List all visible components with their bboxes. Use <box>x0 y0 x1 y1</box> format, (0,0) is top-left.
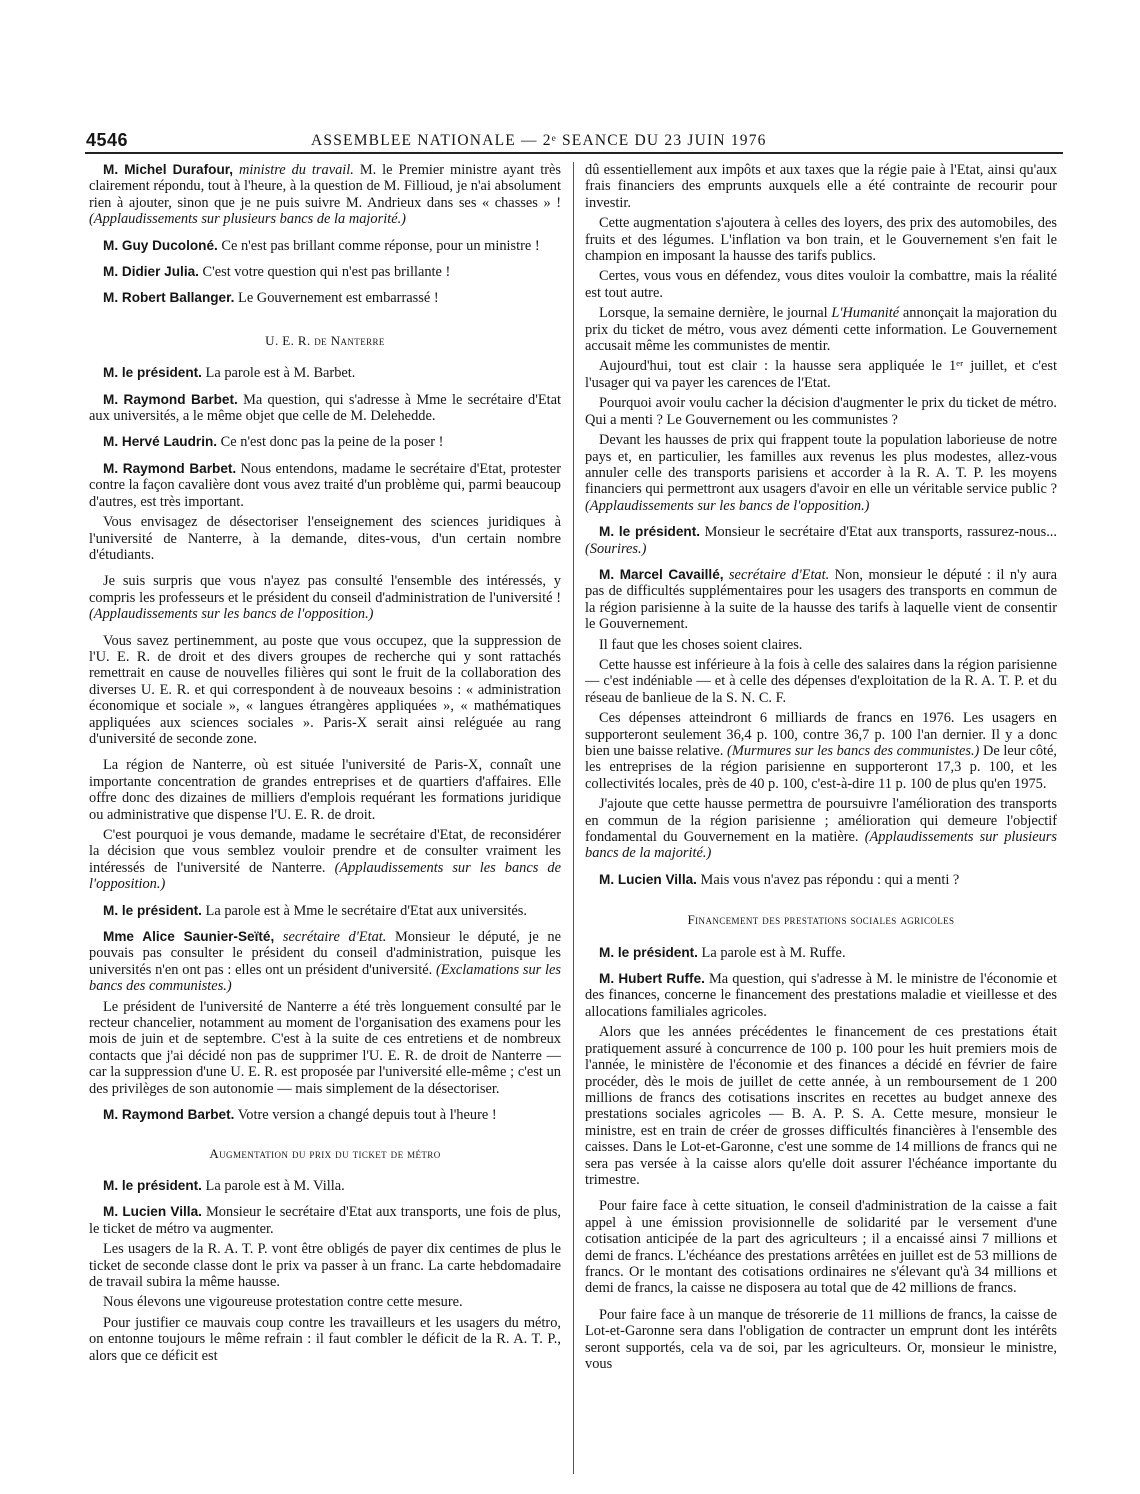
paragraph: Aujourd'hui, tout est clair : la hausse sera appliquée le 1ᵉʳ juillet, et c'est l'usager qui va payer les carences de l'Etat. <box>585 358 1057 391</box>
paragraph: M. le président. La parole est à M. Ruffe. <box>599 944 846 961</box>
paragraph: Il faut que les choses soient claires. <box>599 636 803 653</box>
journal-title: L'Humanité <box>831 305 900 322</box>
paragraph: M. Michel Durafour, ministre du travail. M. le Premier ministre ayant très clairement répondu, tout à l'heure, à la question de M. Fillioud, je n'ai absolument rien à ajouter, sinon que je ne puis suivre M. Andrieux dans ses « chasses » ! (Applaudissements sur plusieurs bancs de la majorité.) <box>89 162 561 228</box>
paragraph: dû essentiellement aux impôts et aux taxes que la régie paie à l'Etat, ainsi qu'aux frais financiers des emprunts auxquels elle a été contrainte de recourir pour investir. <box>585 162 1057 211</box>
paragraph: Pourquoi avoir voulu cacher la décision d'augmenter le prix du ticket de métro. Qui a menti ? Le Gouvernement ou les communistes ? <box>585 395 1057 428</box>
speaker: M. Hervé Laudrin. <box>103 434 218 450</box>
paragraph: M. le président. Monsieur le secrétaire d'Etat aux transports, rassurez-nous... (Sourires.) <box>585 524 1057 557</box>
paragraph: M. Hubert Ruffe. Ma question, qui s'adresse à M. le ministre de l'économie et des finances, concerne le financement des prestations maladie et vieillesse et des allocations familiales agricoles. <box>585 971 1057 1020</box>
speaker-role: secrétaire d'Etat. <box>282 929 387 946</box>
paragraph: M. le président. La parole est à M. Barbet. <box>103 365 356 382</box>
speaker: M. le président. <box>103 1177 202 1193</box>
paragraph: Certes, vous vous en défendez, vous dites vouloir la combattre, mais la réalité est tout autre. <box>585 268 1057 301</box>
paragraph: Cette augmentation s'ajoutera à celles des loyers, des prix des automobiles, des fruits et des légumes. L'inflation va bon train, et le Gouvernement s'en fait le champion en imposant la hausse des tarifs publics. <box>585 215 1057 265</box>
paragraph: M. Guy Ducoloné. Ce n'est pas brillant comme réponse, pour un ministre ! <box>103 237 540 254</box>
paragraph: Alors que les années précédentes le financement de ces prestations était pratiquement assuré à concurrence de 100 p. 100 pour les huit premiers mois de l'année, le ministère de l'économie et des finances a décidé en février de faire procéder, dès le mois de juillet de cette année, à un remboursement de 1 200 millions de francs des cotisations inscrites en recettes au budget annexe des prestations sociales agricoles — B. A. P. S. A. Cette mesure, monsieur le ministre, est en train de créer de grosses difficultés financières à l'ensemble des caisses. Dans le Lot-et-Garonne, c'est une somme de 14 millions de francs qui ne sera pas versée à la caisse alors qu'elle doit assurer l'échéance importante du trimestre. <box>585 1024 1057 1188</box>
speaker: M. le président. <box>103 365 202 381</box>
paragraph: Devant les hausses de prix qui frappent toute la population laborieuse de notre pays et, en particulier, les familles aux revenus les plus modestes, allez-vous annuler celle des transports parisiens et accorder à la R. A. T. P. les moyens financiers qui permettront aux usagers d'avoir en elle un véritable service public ? (Applaudissements sur les bancs de l'opposition.) <box>585 432 1057 514</box>
speaker: M. Hubert Ruffe. <box>599 971 705 987</box>
speaker: M. Robert Ballanger. <box>103 290 235 306</box>
speaker: M. Raymond Barbet. <box>103 460 237 476</box>
page-number: 4546 <box>86 130 129 150</box>
speaker: Mme Alice Saunier-Seïté, <box>103 929 275 945</box>
paragraph: M. Lucien Villa. Monsieur le secrétaire d'Etat aux transports, une fois de plus, le ticket de métro va augmenter. <box>89 1204 561 1237</box>
paragraph: M. Marcel Cavaillé, secrétaire d'Etat. Non, monsieur le député : il n'y aura pas de difficultés supplémentaires pour les usagers des transports en commun de la région parisienne à la suite de la hausse des tarifs à laquelle vient de consentir le Gouvernement. <box>585 566 1057 633</box>
paragraph: Les usagers de la R. A. T. P. vont être obligés de payer dix centimes de plus le ticket de seconde classe dont le prix va passer à un franc. La carte hebdomadaire de travail subira la même hausse. <box>89 1241 561 1290</box>
column-divider <box>573 162 574 1474</box>
paragraph: M. Robert Ballanger. Le Gouvernement est embarrassé ! <box>103 290 439 307</box>
paragraph: M. Raymond Barbet. Ma question, qui s'adresse à Mme le secrétaire d'Etat aux universités, a le même objet que celle de M. Delehedde. <box>89 391 561 425</box>
section-heading: Augmentation du prix du ticket de métro <box>209 1145 441 1161</box>
page <box>85 128 1063 1478</box>
speaker: M. Michel Durafour, <box>103 162 234 177</box>
paragraph: Nous élevons une vigoureuse protestation contre cette mesure. <box>103 1294 463 1311</box>
speaker: M. le président. <box>103 902 202 918</box>
stage-note: (Applaudissements sur les bancs de l'opposition.) <box>89 859 561 893</box>
paragraph: M. Lucien Villa. Mais vous n'avez pas répondu : qui a menti ? <box>599 871 960 888</box>
section-heading: Financement des prestations sociales agricoles <box>687 912 955 928</box>
speaker: M. Marcel Cavaillé, <box>599 566 724 582</box>
speaker: M. Raymond Barbet. <box>103 391 238 407</box>
paragraph: Je suis surpris que vous n'ayez pas consulté l'ensemble des intéressés, y compris les professeurs et le président du conseil d'administration de l'université ! (Applaudissements sur les bancs de l'opposition.) <box>89 573 561 623</box>
paragraph: Pour faire face à cette situation, le conseil d'administration de la caisse a fait appel à une émission provisionnelle de solidarité par le versement d'une cotisation anticipée de la part des agriculteurs ; il a encaissé ainsi 7 millions et demi de francs. L'échéance des prestations arrêtées en juillet est de 53 millions de francs. Or le montant des cotisations ordinaires ne s'élevant qu'à 34 millions et demi de francs, la caisse ne disposera au total que de 42 millions de francs. <box>585 1198 1057 1297</box>
page-header <box>85 128 1063 154</box>
stage-note: (Applaudissements sur les bancs de l'opposition.) <box>585 497 870 514</box>
stage-note: (Applaudissements sur les bancs de l'opposition.) <box>89 606 374 623</box>
paragraph: M. Raymond Barbet. Votre version a changé depuis tout à l'heure ! <box>103 1107 497 1124</box>
speaker: M. le président. <box>599 944 698 960</box>
paragraph: Vous envisagez de désectoriser l'enseignement des sciences juridiques à l'université de Nanterre, à la demande, dites-vous, d'un certain nombre d'étudiants. <box>89 514 561 563</box>
paragraph: Ces dépenses atteindront 6 milliards de francs en 1976. Les usagers en supporteront seulement 36,4 p. 100, contre 36,7 p. 100 l'an dernier. Il y a donc bien une baisse relative. (Murmures sur les bancs des communistes.) De leur côté, les entreprises de la région parisienne en supporteront 17,3 p. 100, et les collectivités locales, près de 40 p. 100, c'est-à-dire 11 p. 100 de plus qu'en 1975. <box>585 710 1057 792</box>
stage-note: (Applaudissements sur plusieurs bancs de la majorité.) <box>585 829 1057 862</box>
paragraph: Lorsque, la semaine dernière, le journal L'Humanité annonçait la majoration du prix du ticket de métro, vous avez démenti cette information. Le Gouvernement accusait même les communistes de mentir. <box>585 305 1057 355</box>
paragraph: Cette hausse est inférieure à la fois à celle des salaires dans la région parisienne — c'est indéniable — et à celle des dépenses d'exploitation de la R. A. T. P. et du réseau de banlieue de la S. N. C. F. <box>585 656 1057 706</box>
paragraph: Vous savez pertinemment, au poste que vous occupez, que la suppression de l'U. E. R. de droit et des divers groupes de recherche qui y sont rattachés remettrait en cause de nouvelles filières qui sont le fruit de la collaboration des diverses U. E. R. et qui correspondent à de nouveaux besoins : « administration économique et sociale », « langues étrangères appliquées », « mathématiques appliquées aux sciences sociales ». Paris-X serait ainsi reléguée au rang d'université de seconde zone. <box>89 632 561 747</box>
paragraph: M. Hervé Laudrin. Ce n'est donc pas la peine de la poser ! <box>103 434 444 451</box>
left-column <box>89 162 561 1474</box>
right-column <box>585 162 1057 1474</box>
paragraph: La région de Nanterre, où est située l'université de Paris-X, connaît une importante concentration de grandes entreprises et de quartiers d'affaires. Elle offre donc des dizaines de milliers d'emplois requérant les formations juridique ou administrative que dispense l'U. E. R. de droit. <box>89 757 561 823</box>
speaker: M. Lucien Villa. <box>103 1204 202 1220</box>
speaker: M. Guy Ducoloné. <box>103 237 218 253</box>
paragraph: C'est pourquoi je vous demande, madame le secrétaire d'Etat, de reconsidérer la décision que vous semblez vouloir prendre et de consulter vraiment les intéressés de l'université de Nanterre. (Applaudissements sur les bancs de l'opposition.) <box>89 827 561 893</box>
paragraph: M. Didier Julia. C'est votre question qui n'est pas brillante ! <box>103 264 451 281</box>
speaker: M. Didier Julia. <box>103 264 199 280</box>
header-title: ASSEMBLEE NATIONALE — 2ᵉ SEANCE DU 23 JUIN 1976 <box>311 132 767 149</box>
speaker-role: secrétaire d'Etat. <box>728 566 830 583</box>
speaker-role: ministre du travail. <box>239 162 354 178</box>
stage-note: (Applaudissements sur plusieurs bancs de la majorité.) <box>89 211 406 228</box>
speaker: M. Lucien Villa. <box>599 871 697 887</box>
speaker: M. Raymond Barbet. <box>103 1107 235 1123</box>
stage-note: (Murmures sur les bancs des communistes.) <box>727 743 980 759</box>
paragraph: Pour faire face à un manque de trésorerie de 11 millions de francs, la caisse de Lot-et-Garonne sera dans l'obligation de contracter un emprunt dont les intérêts seront supportés, cela va de soi, par les agriculteurs. Or, monsieur le ministre, vous <box>585 1306 1057 1372</box>
speaker: M. le président. <box>599 524 700 540</box>
paragraph: J'ajoute que cette hausse permettra de poursuivre l'amélioration des transports en commun de la région parisienne ; amélioration qui demeure l'objectif fondamental du Gouvernement en la matière. (Applaudissements sur plusieurs bancs de la majorité.) <box>585 796 1057 862</box>
stage-note: (Sourires.) <box>585 540 647 557</box>
paragraph: M. Raymond Barbet. Nous entendons, madame le secrétaire d'Etat, protester contre la façon cavalière dont vous avez traité d'un problème qui, parmi beaucoup d'autres, est très important. <box>89 460 561 510</box>
paragraph: M. le président. La parole est à M. Villa. <box>103 1177 345 1194</box>
paragraph: M. le président. La parole est à Mme le secrétaire d'Etat aux universités. <box>103 902 528 919</box>
paragraph: Pour justifier ce mauvais coup contre les travailleurs et les usagers du métro, on entonne toujours le même refrain : il faut combler le déficit de la R. A. T. P., alors que ce déficit est <box>89 1314 561 1364</box>
section-heading: U. E. R. de Nanterre <box>265 332 385 348</box>
paragraph: Mme Alice Saunier-Seïté, secrétaire d'Etat. Monsieur le député, je ne pouvais pas consulter le président du conseil d'administration, puisque les universités n'en ont pas : elles ont un président d'université. (Exclamations sur les bancs des communistes.) <box>89 929 561 995</box>
stage-note: (Exclamations sur les bancs des communistes.) <box>89 961 561 995</box>
paragraph: Le président de l'université de Nanterre a été très longuement consulté par le recteur chancelier, notamment au moment de l'organisation des examens pour les mois de juin et de septembre. C'est à la suite de ces entretiens et de nombreux contacts que j'ai décidé non pas de supprimer l'U. E. R. de droit de Nanterre — car la suppression d'une U. E. R. est proposée par l'université elle-même ; c'est un des privilèges de son autonomie — mais simplement de la désectoriser. <box>89 998 561 1097</box>
